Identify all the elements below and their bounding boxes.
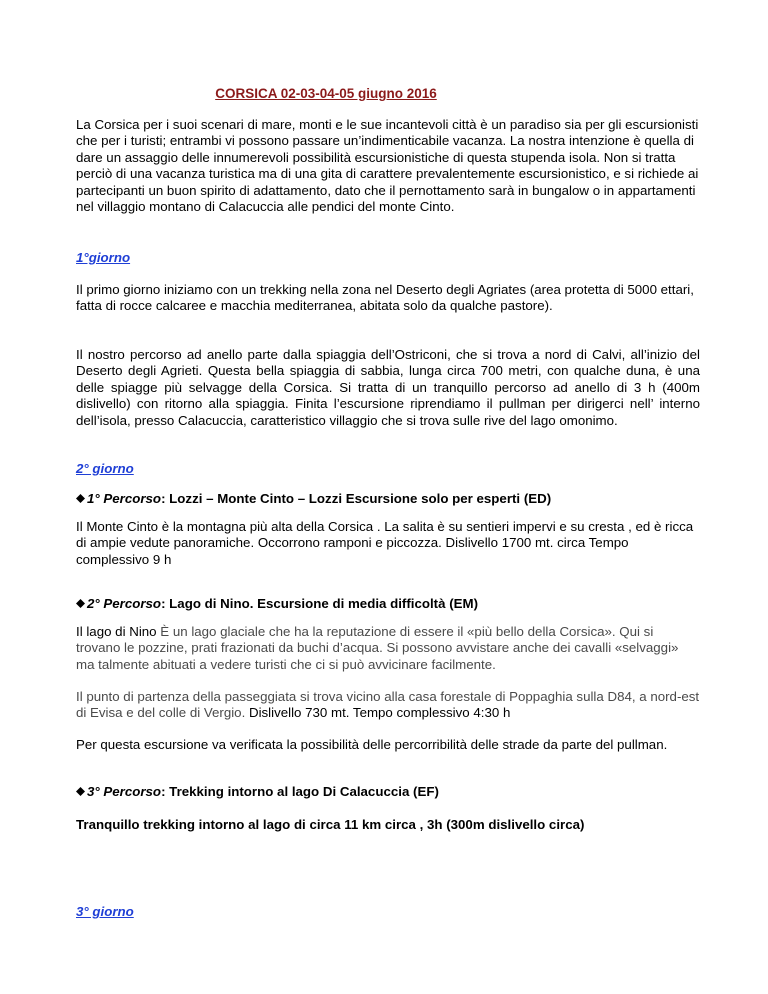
diamond-bullet-icon: [76, 787, 85, 796]
route2-header: [76, 596, 478, 612]
day2-heading: 2° giorno: [76, 461, 134, 476]
document-title: CORSICA 02-03-04-05 giugno 2016: [215, 86, 437, 101]
day3-heading: 3° giorno: [76, 904, 134, 919]
route2-lead: Il lago di Nino: [76, 624, 161, 639]
route2-number: 2° Percorso: [87, 596, 162, 611]
route1-header: [76, 491, 551, 507]
route3-title: : Trekking intorno al lago Di Calacuccia (EF): [161, 784, 439, 799]
diamond-bullet-icon: [76, 599, 85, 608]
intro-paragraph: La Corsica per i suoi scenari di mare, monti e le sue incantevoli città è un paradiso sia per gli escursionisti che per i turisti; entrambi vi possono passare un’indimenticabile vacanza. La nostra intenzione è quella di dare un assaggio delle innumerevoli possibilità escursionistiche di questa stupenda isola. Non si tratta perciò di una vacanza turistica ma di una gita di carattere prevalentemente escursionistico, e si richiede ai partecipanti un buon spirito di adattamento, dato che il pernottamento sarà in bungalow o in appartamenti nel villaggio montano di Calacuccia alle pendici del monte Cinto.: [76, 117, 699, 215]
route1-title: : Lozzi – Monte Cinto – Lozzi Escursione solo per esperti (ED): [161, 491, 552, 506]
day1-paragraph-2: Il nostro percorso ad anello parte dalla spiaggia dell’Ostriconi, che si trova a nord di Calvi, all’inizio del Deserto degli Agrieti. Questa bella spiaggia di sabbia, lunga circa 700 metri, con qualche duna, è una delle spiagge più selvagge della Corsica. Si tratta di un tranquillo percorso ad anello di 3 h (400m dislivello) con ritorno alla spiaggia. Finita l’escursione riprendiamo il pullman per dirigerci nell’ interno dell’isola, presso Calacuccia, caratteristico villaggio che si trova sulle rive del lago omonimo.: [76, 347, 700, 428]
day1-heading: 1°giorno: [76, 250, 131, 265]
route2-start-text: Il punto di partenza della passeggiata si trova vicino alla casa forestale di Poppaghia sulla D84, a nord-est di Evisa e del colle di Vergio.: [76, 689, 700, 721]
route2-start-stats: Dislivello 730 mt. Tempo complessivo 4:30 h: [248, 705, 511, 721]
route2-start: [76, 689, 700, 722]
route2-text: È un lago glaciale che ha la reputazione di essere il «più bello della Corsica». Qui si trovano le pozzine, prati frazionati da buchi d’acqua. Si possono avvistare anche dei cavalli «selvaggi» ma talmente abituati a vedere turisti che ci si può avvicinare facilmente.: [76, 624, 679, 672]
diamond-bullet-icon: [76, 494, 85, 503]
route2-description: [76, 624, 700, 673]
route1-number: 1° Percorso: [87, 491, 162, 506]
route3-header: [76, 784, 439, 800]
route2-title: : Lago di Nino. Escursione di media difficoltà (EM): [161, 596, 478, 611]
route2-note: Per questa escursione va verificata la possibilità delle percorribilità delle strade da parte del pullman.: [76, 737, 668, 752]
route1-description: Il Monte Cinto è la montagna più alta della Corsica . La salita è su sentieri impervi e su cresta , ed è ricca di ampie vedute panoramiche. Occorrono ramponi e piccozza. Dislivello 1700 mt. circa Tempo complessivo 9 h: [76, 519, 694, 567]
day1-paragraph-1: Il primo giorno iniziamo con un trekking nella zona nel Deserto degli Agriates (area protetta di 5000 ettari, fatta di rocce calcaree e macchia mediterranea, abitata solo da qualche pastore).: [76, 282, 694, 314]
route3-description: Tranquillo trekking intorno al lago di circa 11 km circa , 3h (300m dislivello circa): [76, 817, 585, 832]
route3-number: 3° Percorso: [87, 784, 162, 799]
